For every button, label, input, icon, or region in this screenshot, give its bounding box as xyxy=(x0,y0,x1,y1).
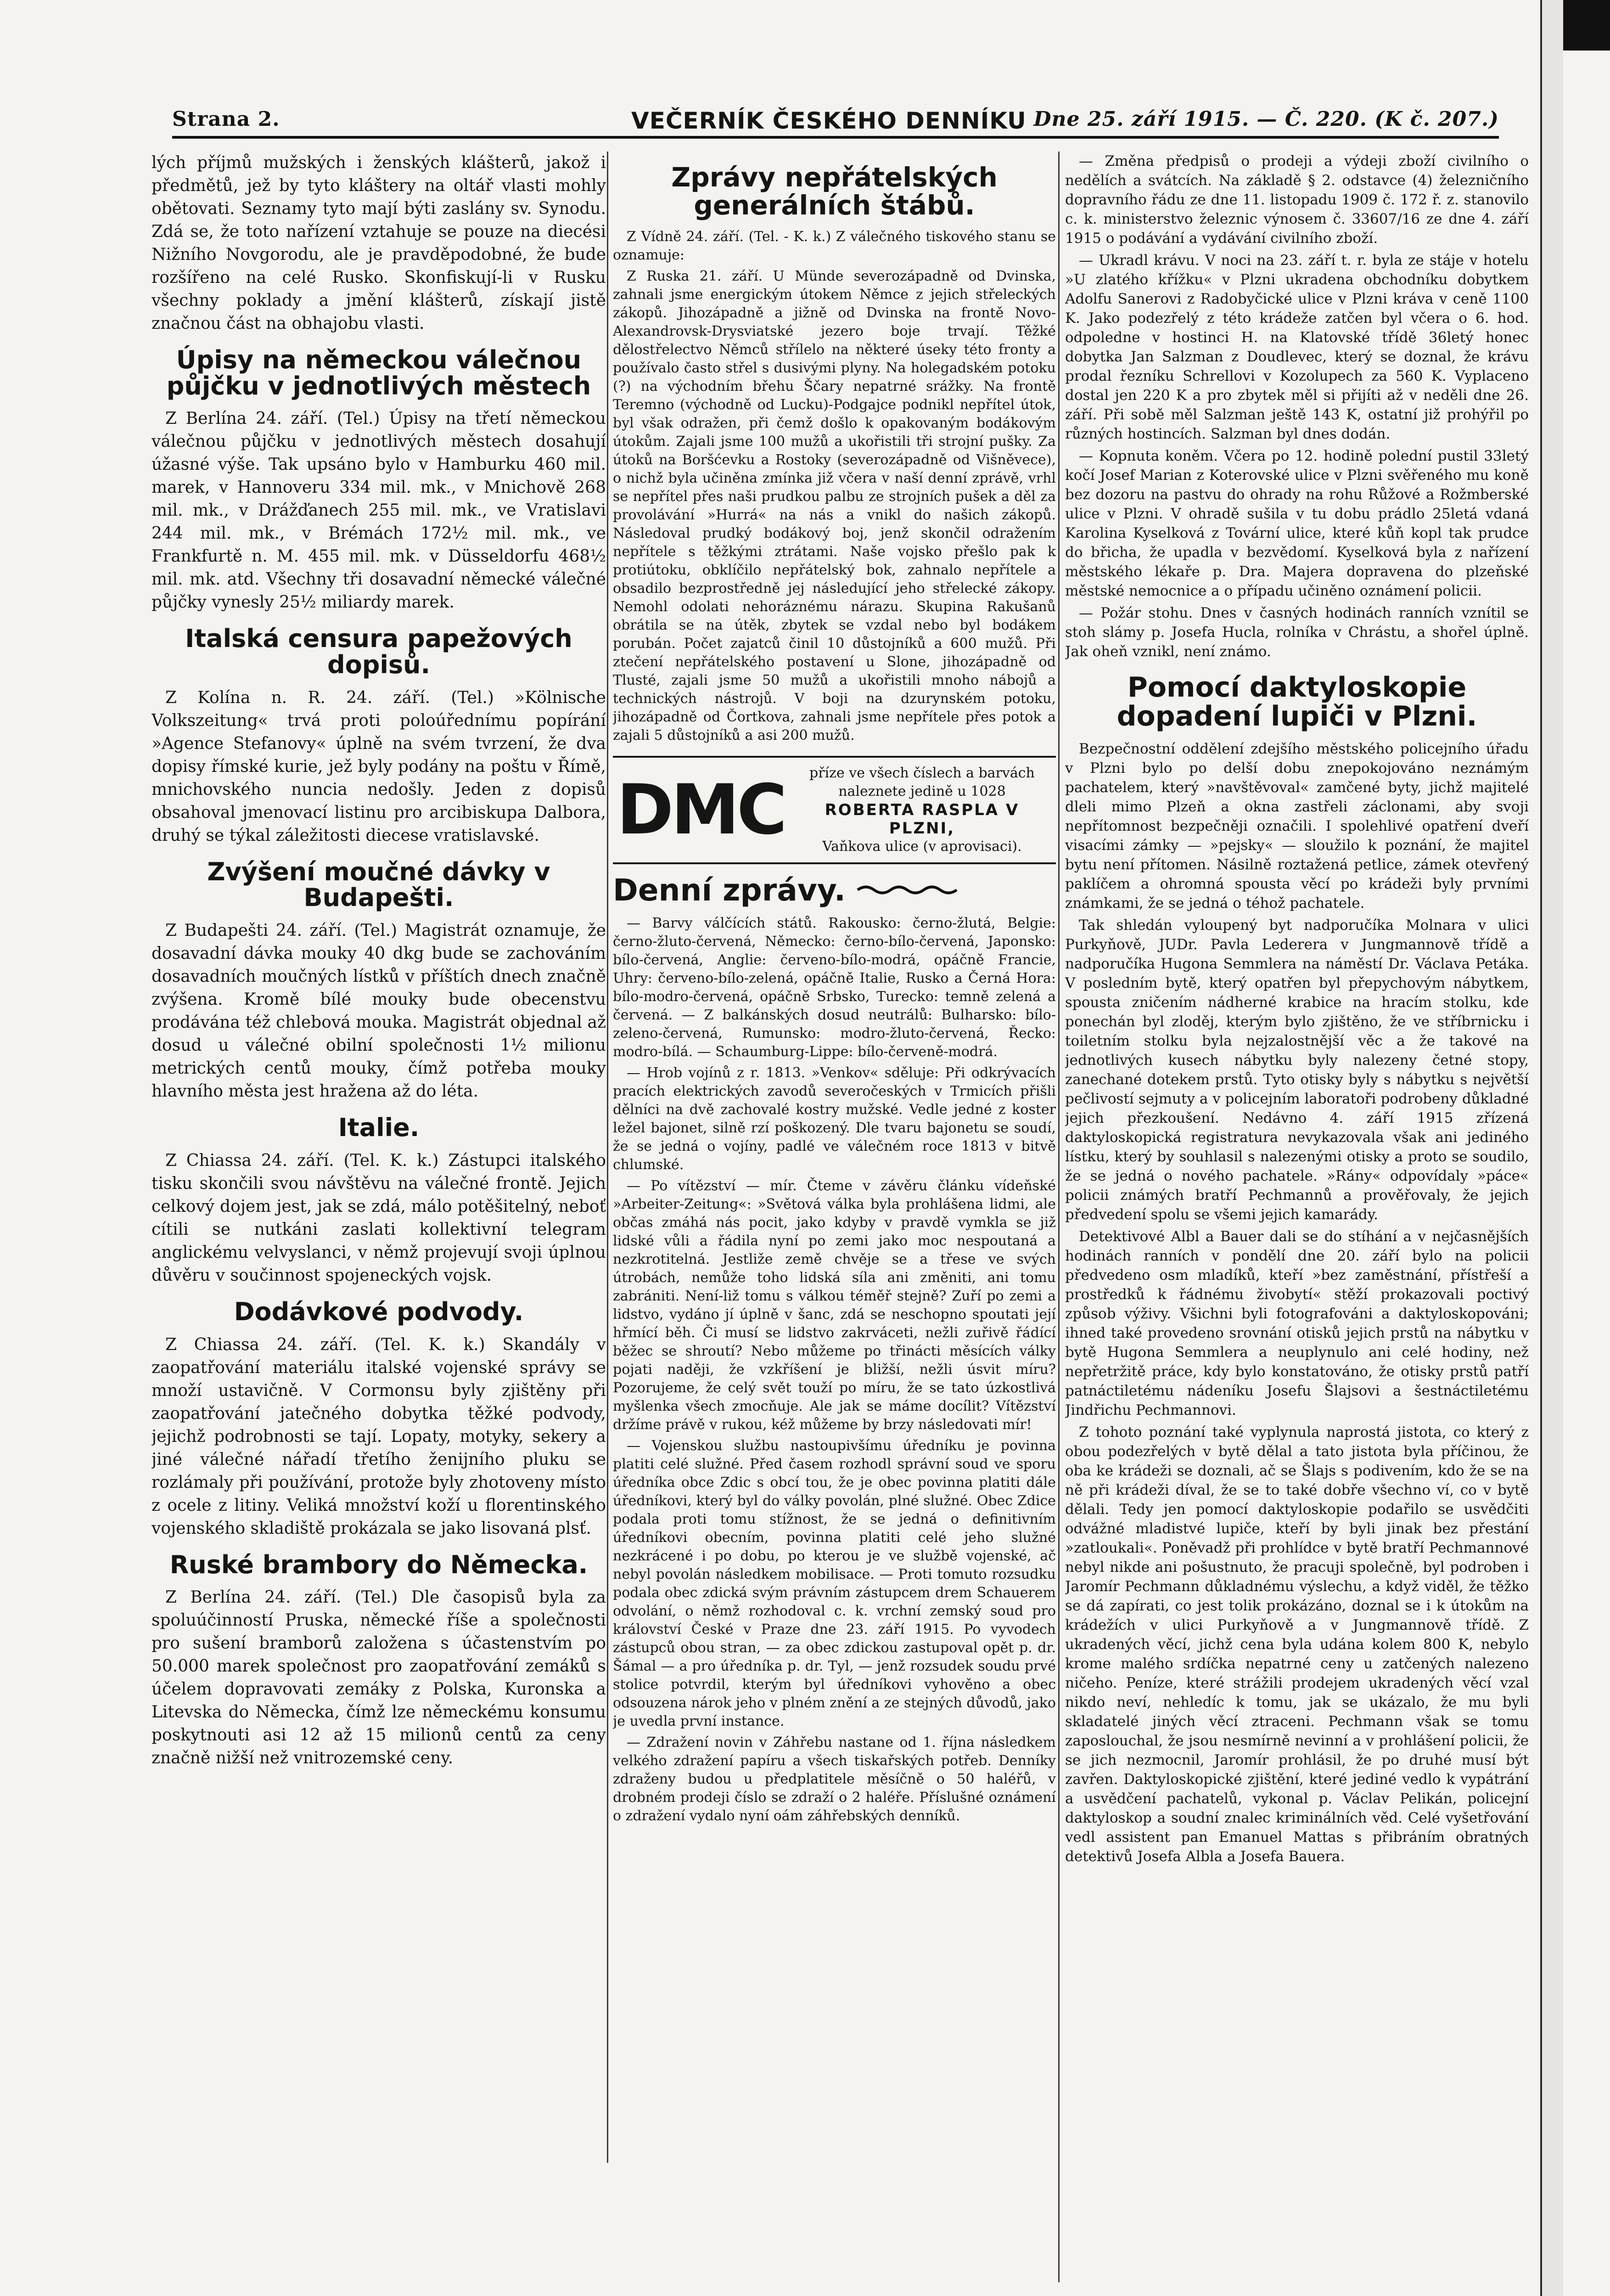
article-text: Z Chiassa 24. září. (Tel. K. k.) Skandály v zaopatřování materiálu italské vojenské správy se množí ustavičně. V Cormonsu byly zjištěny při zaopatřování jatečného dobytka těžké podvody, jejichž podrobnosti se tají. Lopaty, motyky, sekery a jiné válečné nářadí třetího ženijního pluku se rozlámaly při používání, protože byly zhotoveny místo z ocele z litiny. Veliká množství koží u florentinského vojenského skladiště prokázala se jako lisovaná plsť. xyxy=(151,1335,606,1538)
page-number: Strana 2. xyxy=(172,107,280,131)
news-item: — Kopnuta koněm. Včera po 12. hodině polední pustil 33letý kočí Josef Marian z Koterovské ulice v Plzni svěřeného mu koně bez dozoru na pastvu do ohrady na rohu Růžové a Rožmberské ulice v Plzni. V ohradě sušila v tu dobu prádlo 25letá vdaná Karolina Kyselková z Tovární ulice, které kůň kopl tak prudce do břicha, že upadla v bezvědomí. Kyselková byla z nařízení městského lékaře p. Dra. Majera dopravena do plzeňské městské nemocnice a o případu učiněno oznámení policii. xyxy=(1065,448,1529,599)
article-title: Zprávy nepřátelských generálních štábů. xyxy=(671,162,998,221)
article-text: Z Vídně 24. září. (Tel. - K. k.) Z válečného tiskového stanu se oznamuje: xyxy=(613,228,1056,263)
column-rule-1 xyxy=(607,152,608,2163)
ad-address: Vaňkova ulice (v aprovisaci). xyxy=(822,838,1022,855)
article-text: Tak shledán vyloupený byt nadporučíka Molnara v ulici Purkyňově, JUDr. Pavla Lederera v Jungmannově třídě a nadporučíka Hugona Semmlera na náměstí Dr. Václava Petáka. V posledním bytě, který opatřen byl přepychovým nábytkem, spousta zničením nádherné krabice na hracím stolku, kde ponechán byl zloděj, kterým bylo zjištěno, že ve stříbrnicku i toiletním stolku byla nejzalostnější věc a že takové na jednotlivých kusech nábytku byly nalezeny četné stopy, zanechané dotekem prstů. Tyto otisky byly s nábytku s největší pečlivostí sejmuty a v policejním laboratoři podrobeny důkladné jejich přezkoušení. Nedávno 4. září 1915 zřízená daktyloskopická registratura nevykazovala však ani jediného lístku, který by souhlasil s nalezenými otisky a proto se soudilo, že se jedná o nového pachatele. »Rány« odpovídaly »páce« policii známých bratří Pechmannů a prověřovaly, že jejich předvedení spolu se všemi jejich kamarády. xyxy=(1065,917,1529,1223)
page-header xyxy=(172,105,1499,139)
article-title: Úpisy na německou válečnou půjčku v jednotlivých městech xyxy=(166,345,591,400)
news-item: — Barvy válčících států. Rakousko: černo-žlutá, Belgie: černo-žluto-červená, Německo: černo-bílo-červená, Japonsko: bílo-červená, Anglie: červeno-bílo-modrá, opáčně Francie, Uhry: červeno-bílo-zelená, opáčně Italie, Rusko a Černá Hora: bílo-modro-červená, opáčně Srbsko, Turecko: temně zelená a červená. — Z balkánských dosud neutrálů: Bulharsko: bílo-zeleno-červená, Rumunsko: modro-žluto-červená, Řecko: modro-bílá. — Schaumburg-Lippe: bílo-červeně-modrá. xyxy=(613,915,1056,1060)
article-text: Bezpečnostní oddělení zdejšího městského policejního úřadu v Plzni bylo po delší dobu znepokojováno neznámým pachatelem, který »navštěvoval« zamčené byty, jichž majitelé dleli mimo Plzeň a okna zastřeli záclonami, aby svoji nepřítomnost bezpečněji označili. I spolehlivé opatření dveří visacími zámky — »pejsky« — sloužilo k poznání, že majitel bytu není přítomen. Násilně roztažená petlice, zámek otevřený paklíčem a ohromná spousta věcí po krádeži byly prvními známkami, že se jedná o téhož pachatele. xyxy=(1065,741,1529,912)
column-middle xyxy=(613,152,1056,2296)
news-item: — Změna předpisů o prodeji a výdeji zboží civilního o nedělích a svátcích. Na základě § 2. odstavce (4) železničního dopravního řádu ze dne 11. listopadu 1909 č. 172 ř. z. stanovilo c. k. ministerstvo železnic výnosem č. 33607/16 ze dne 4. září 1915 o podávání a vydávání civilního zboží. xyxy=(1065,153,1529,247)
article-title: Italie. xyxy=(338,1113,420,1142)
section-title xyxy=(613,874,1056,906)
article-title: Pomocí daktyloskopie dopadení lupiči v Plzni. xyxy=(1116,671,1477,732)
scan-corner xyxy=(1563,0,1610,51)
article-title: Ruské brambory do Německa. xyxy=(169,1550,588,1579)
article-title: Zvýšení moučné dávky v Budapešti. xyxy=(207,857,550,912)
article-text: Z Berlína 24. září. (Tel.) Úpisy na třetí německou válečnou půjčku v jednotlivých městech dosahují úžasné výše. Tak upsáno bylo v Hamburku 460 mil. marek, v Hannoveru 334 mil. mk., v Mnichově 268 mil. mk., v Drážďanech 255 mil. mk., ve Vratislavi 244 mil. mk., v Brémách 172½ mil. mk., ve Frankfurtě n. M. 455 mil. mk. v Düsseldorfu 468½ mil. mk. atd. Všechny tři dosavadní německé válečné půjčky vynesly 25½ miliardy marek. xyxy=(151,409,606,612)
article-text: Z tohoto poznání také vyplynula naprostá jistota, co který z obou podezřelých v bytě dělal a tato jistota byla příčinou, že oba ke krádeži se doznali, ač se Šlajs s podivením, kdo že se na ně při krádeži díval, že se to také dobře všechno ví, co v bytě dělali. Tedy jen pomocí daktyloskopie podařilo se usvědčiti odvážné mladistvé lupiče, kteří by byli jinak bez přestání »zatloukali«. Poněvadž při prohlídce v bytě bratří Pechmannové nebyl nikde ani pošustnuto, že pracuji společně, byl podroben i Jaromír Pechmann důkladnému výslechu, a když viděl, že těžko se dá zapírati, co jest tolik prokázáno, doznal se i k útokům na krádežích v ulici Purkyňově a v Jungmannově třídě. Z ukradených věcí, jichž cena byla udána kolem 800 K, nebylo krome malého srdíčka nepatrné ceny u zatčených nalezeno ničeho. Peníze, které strážili prodejem ukradených věcí vzal nikdo neví, nehledíc k tomu, jak se ukázalo, že mu byli skladatelé jiných věcí ztraceni. Pechmann však se tomu zaposlouchal, že jsou nesmírně nevinní a v prohlášení policii, že se jich nezmocnil, Jaromír prohlásil, že po druhé musí být zavřen. Daktyloskopické zjištění, které jediné vedlo k vypátrání a usvědčení pachatelů, vykonal p. Václav Pelikán, policejní daktyloskop a soudní znalec kriminálních věd. Celé vyšetřování vedl assistent pan Emanuel Mattas s přibráním obratných detektivů Josefa Albla a Josefa Bauera. xyxy=(1065,1424,1529,1865)
advertisement xyxy=(613,756,1056,864)
article-text: Z Ruska 21. září. U Münde severozápadně od Dvinska, zahnali jsme energickým útokem Němce z jejich střeleckých zákopů. Jihozápadně a jižně od Dvinska na frontě Novo-Alexandrovsk-Drysviatské jezero boje trvají. Těžké dělostřelectvo Němců střílelo na některé úseky této fronty a používalo často střel s dusivými plyny. Na holegadském potoku (?) na východním břehu Ščary nepatrné srážky. Na frontě Teremno (východně od Lucku)-Podgajce podnikl nepřítel útok, byl však odražen, při čemž došlo k opakovaným bodákovým útokům. Zajali jsme 100 mužů a ukořistili tři strojní pušky. Za útoků na Boršćevku a Rostoky (severozápadně od Višněvece), o nichž byla učiněna zmínka již včera v naší denní zprávě, vrhl se nepřítel přes naši prudkou palbu ze strojních pušek a děl za provolávání »Hurrá« na nás a vnikl do našich zákopů. Následoval prudký bodákový boj, jenž skončil odražením nepřítele s těžkými ztrátami. Naše vojsko přešlo pak k protiútoku, obklíčilo nepřátelský bok, zahnalo nepřítele a obsadilo bezprostředně jej následující jeho střelecké zákopy. Nemohl odolati nehoráznému nárazu. Skupina Rakušanů obrátila se na útěk, zbytek se vzdal nebo byl bodákem porubán. Počet zajatců činil 10 důstojníků a 600 mužů. Při ztečení nepřátelského postavení u Slone, jihozápadně od Tlusté, zajali jsme 50 mužů a ukořistili mnoho nábojů a technických nástrojů. V boji na dzurynském potoku, jihozápadně od Čortkova, zahnali jsme nepřítele přes potok a zajali 5 důstojníků a asi 200 mužů. xyxy=(613,268,1056,743)
column-left xyxy=(151,152,606,2227)
masthead: VEČERNÍK ČESKÉHO DENNÍKU xyxy=(631,107,1027,134)
article-title: Italská censura papežových dopisů. xyxy=(185,624,572,680)
article-text: Z Kolína n. R. 24. září. (Tel.) »Kölnische Volkszeitung« trvá proti poloúřednímu popírání »Agence Stefanovy« úplně na svém tvrzení, že dva dopisy římské kurie, jež byly podány na poštu v Římě, mnichovského nuncia nedošly. Jeden z dopisů obsahoval jmenovací listinu pro arcibiskupa Dalbora, druhý se týkal záležitosti diecese vratislavské. xyxy=(151,688,606,845)
news-item: — Požár stohu. Dnes v časných hodinách ranních vznítil se stoh slámy p. Josefa Hucla, rolníka v Chrástu, a shořel úplně. Jak oheň vznikl, není známo. xyxy=(1065,605,1529,660)
ad-body xyxy=(792,764,1052,856)
article-title: Dodávkové podvody. xyxy=(234,1297,524,1326)
page-edge-strip xyxy=(1540,0,1563,2296)
article-text: Z Budapešti 24. září. (Tel.) Magistrát oznamuje, že dosavadní dávka mouky 40 dkg bude se zachováním dosavadních moučných lístků v příštích dnech značně zvýšena. Kromě bílé mouky bude obecenstvu prodávána též chlebová mouka. Magistrát objednal až dosud u válečné obilní společnosti 1½ milionu metrických centů mouky, čímž potřeba mouky hlavního města jest hražena až do léta. xyxy=(151,921,606,1101)
ad-line: příze ve všech číslech a barvách naleznete jedině u 1028 xyxy=(809,765,1035,799)
section-title-text: Denní zprávy. xyxy=(613,872,846,908)
ad-logo: DMC xyxy=(617,770,785,850)
ad-shop-name: ROBERTA RASPLA V PLZNI, xyxy=(825,800,1020,838)
news-item: — Vojenskou službu nastoupivšímu úředníku je povinna platiti celé služné. Před časem rozhodl správní soud ve sporu úředníka obce Zdic s obcí tou, že je obec povinna platiti dále úředníkovi, který byl do války povolán, plné služné. Obec Zdice podala proti tomu stížnost, že se jedná o definitivním úředníkovi obecním, povinna platiti celé jeho služné nezkrácené i po dobu, po kterou je ve službě vojenské, ač nebyl povolán následkem mobilisace. — Proti tomuto rozsudku podala obec zdická svým právním zástupcem drem Schauerem odvolání, o němž rozhodoval c. k. vrchní zemský soud pro království České v Praze dne 23. září 1915. Po vyvodech zástupců obou stran, — za obec zdickou zastupoval opět p. dr. Šámal — a pro úředníka p. dr. Tyl, — jenž rozsudek soudu prvé stolice potvrdil, kterým byl úředníkovi vyhověno a obec odsouzena nárok jeho v plném znění a ze stejných důvodů, jako je uvedla první instance. xyxy=(613,1438,1056,1730)
article-text: Z Chiassa 24. září. (Tel. K. k.) Zástupci italského tisku skončili svou návštěvu na válečné frontě. Jejich celkový dojem jest, jak se zdá, málo potěšitelný, neboť cítili se nutkáni zaslati kollektivní telegram anglickému velvyslanci, v němž projevují svoji úplnou důvěru v součinnost spojeneckých vojsk. xyxy=(151,1151,606,1285)
article-text: Z Berlína 24. září. (Tel.) Dle časopisů byla za spoluúčinností Pruska, německé říše a společnosti pro sušení bramborů založena s účastenstvím po 50.000 marek společnost pro zaopatřování zemáků s účelem dopravovati zemáky z Polska, Kuronska a Litevska do Německa, čímž lze německému konsumu poskytnouti asi 12 až 15 milionů centů za ceny značně nižší než vnitrozemské ceny. xyxy=(151,1588,606,1768)
column-right xyxy=(1065,152,1529,2195)
news-item: — Zdražení novin v Záhřebu nastane od 1. října následkem velkého zdražení papíru a všech tiskařských potřeb. Denníky zdraženy budou u předplatitele měsíčně o 50 haléřů, v drobném prodeji číslo se zdraží o 2 haléře. Příslušné oznámení o zdražení vydalo nyní oám záhřebských denníků. xyxy=(613,1734,1056,1824)
issue-date: Dne 25. září 1915. — Č. 220. (K č. 207.) xyxy=(1033,107,1499,131)
intro-text: lých příjmů mužských i ženských klášterů, jakož i předmětů, jež by tyto kláštery na oltář vlasti mohly obětovati. Seznamy tyto mají býti zaslány sv. Synodu. Zdá se, že toto nařízení vztahuje se pouze na diecési Nižního Novgorodu, ale je pravděpodobné, že bude rozšířeno na celé Rusko. Skonfiskují-li v Rusku všechny poklady a jmění klášterů, získají jistě značnou část na obhajobu vlasti. xyxy=(151,153,606,333)
news-item: — Po vítězství — mír. Čteme v závěru článku vídeňské »Arbeiter-Zeitung«: »Světová válka byla prohlášena lidmi, ale občas zmáhá nás pocit, jako kdyby v pravdě vymkla se již lidské vůli a řádila nyní po zemi jako moc nespoutaná a nezkrotitelná. Jestliže země chvěje se a třese ve svých útrobách, nemůže toho lidská síla ani změniti, ani tomu zabrániti. Není-liž tomu s válkou téměř stejně? Zuří po zemi a lidstvo, vydáno jí úplně v šanc, zdá se neschopno spoutati její hřmící běh. Či musí se lidstvo zakrváceti, nežli zuřivě řádící běžec se shroutí? Nebo můžeme po třinácti měsících války pojati naději, že vzkříšení je bližší, nežli úsvit míru? Pozorujeme, že celý svět touží po míru, že se tato úzkostlivá myšlenka všech zmocňuje. Ale jak se máme docílit? Vítězství držíme právě v rukou, kéž můžeme by brzy následovati mír! xyxy=(613,1178,1056,1433)
article-text: Detektivové Albl a Bauer dali se do stíhání a v nejčasnějších hodinách ranních v pondělí dne 20. září bylo na policii předvedeno osm mladíků, kteří »bez zaměstnání, přístřeší a prostředků k řádnému živobytí« stěží prokazovali poctivý způsob výživy. Všichni byli fotografováni a daktyloskopováni; ihned také provedeno srovnání otisků jejich prstů na nábytku v bytě Hugona Semmlera a neuplynulo ani celé hodiny, než nepřetržitě práce, kdy bylo konstatováno, že otisky prstů patří patnáctiletému nádeníku Josefu Šlajsovi a šestnáctiletému Jindřichu Pechmannovi. xyxy=(1065,1228,1529,1418)
column-rule-2 xyxy=(1058,152,1060,2282)
news-item: — Hrob vojínů z r. 1813. »Venkov« sděluje: Při odkrývacích pracích elektrických zavodů severočeských v Trmicích přišli dělníci na dvě zachovalé kostry mužské. Vedle jedné z koster ležel bajonet, silně rzí poškozený. Dle tvaru bajonetu se soudí, že se jedná o vojíny, padlé ve válečném roce 1813 v bitvě chlumské. xyxy=(613,1065,1056,1173)
news-item: — Ukradl krávu. V noci na 23. září t. r. byla ze stáje v hotelu »U zlatého křížku« v Plzni ukradena obchodníku dobytkem Adolfu Sanerovi z Radobyčické ulice v Plzni kráva v ceně 1100 K. Jako podezřelý z této krádeže zatčen byl včera o 6. hod. odpoledne v hostinci H. na Klatovské třídě 36letý honec dobytka Jan Salzman z Doudlevec, který se doznal, že krávu prodal řezníku Schrellovi v Kozolupech za 560 K. Vyplaceno dostal jen 220 K a pro zbytek měl si přijíti až v neděli dne 26. září. Při sobě měl Salzman ještě 143 K, ostatní již prohýřil po různých hostincích. Salzman byl dnes dodán. xyxy=(1065,252,1529,442)
ornament-squiggle-icon xyxy=(857,883,962,897)
